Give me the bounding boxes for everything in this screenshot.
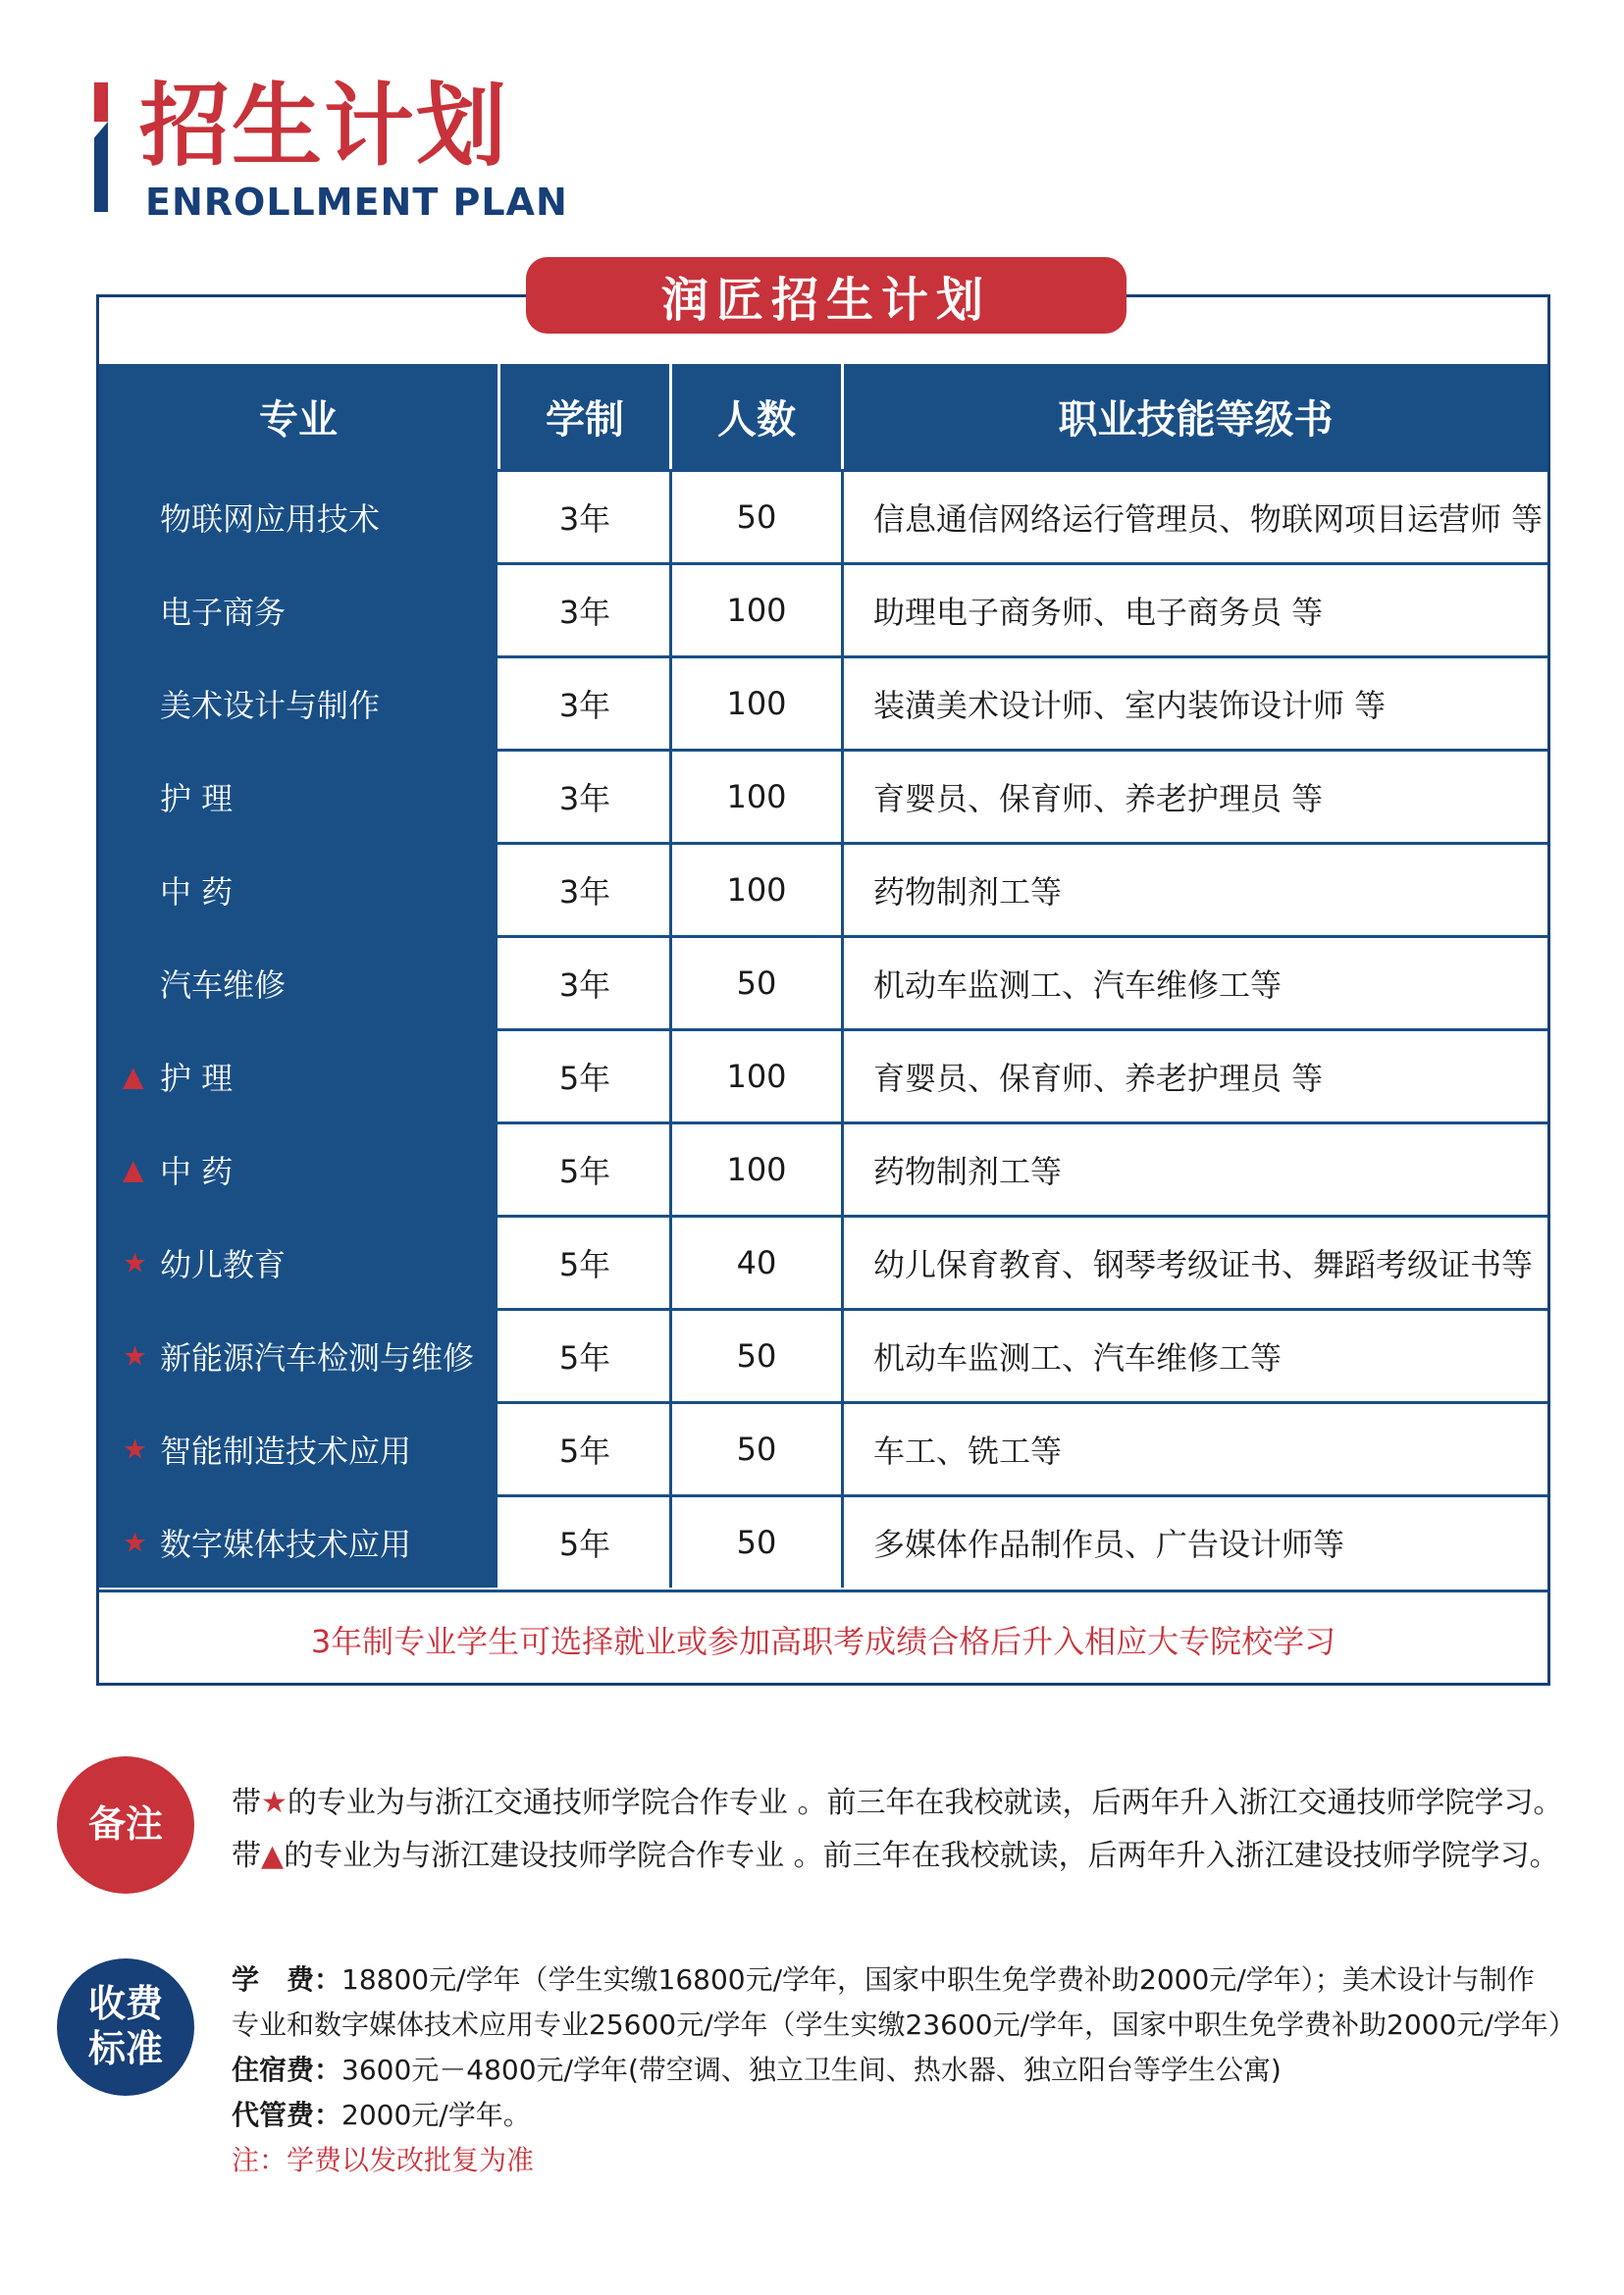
column-header-count: 人数 xyxy=(672,364,844,469)
fees-badge xyxy=(57,1958,194,2096)
years-cell: 3年 xyxy=(500,565,672,655)
major-cell xyxy=(99,1497,500,1588)
count-cell: 40 xyxy=(672,1218,844,1308)
enrollment-table xyxy=(99,364,1547,1588)
tuition-text: 18800元/学年（学生实缴16800元/学年，国家中职生免学费补助2000元/学年）；美术设计与制作 xyxy=(341,1963,1535,1996)
remarks-badge: 备注 xyxy=(57,1756,194,1894)
certificate-cell: 育婴员、保育师、养老护理员 等 xyxy=(873,780,1324,817)
years-cell: 5年 xyxy=(500,1497,672,1588)
count-cell: 50 xyxy=(672,1404,844,1494)
star-icon: ★ xyxy=(123,1433,148,1466)
major-cell xyxy=(99,1404,500,1494)
table-row xyxy=(99,842,1547,935)
major-name: 智能制造技术应用 xyxy=(160,1433,412,1470)
table-title-pill: 润匠招生计划 xyxy=(526,257,1126,334)
certificate-cell: 车工、铣工等 xyxy=(873,1433,1063,1470)
count-cell: 100 xyxy=(672,658,844,749)
major-cell xyxy=(99,1124,500,1215)
star-icon: ★ xyxy=(123,1246,148,1279)
star-icon: ★ xyxy=(123,1526,148,1559)
remark-prefix: 带 xyxy=(232,1786,261,1820)
star-icon: ★ xyxy=(261,1786,288,1820)
major-cell xyxy=(99,938,500,1028)
certificate-cell: 幼儿保育教育、钢琴考级证书、舞蹈考级证书等 xyxy=(873,1246,1534,1283)
certificate-cell: 信息通信网络运行管理员、物联网项目运营师 等 xyxy=(873,500,1544,538)
count-cell: 100 xyxy=(672,565,844,655)
custody-line xyxy=(232,2094,531,2133)
lodging-text: 3600元－4800元/学年(带空调、独立卫生间、热水器、独立阳台等学生公寓) xyxy=(341,2054,1282,2086)
page-title: 招生计划 xyxy=(139,74,509,179)
table-row xyxy=(99,655,1547,749)
count-cell: 50 xyxy=(672,938,844,1028)
column-header-years: 学制 xyxy=(500,364,672,469)
header-accent-blue xyxy=(94,122,108,212)
major-cell xyxy=(99,658,500,749)
count-cell: 50 xyxy=(672,472,844,562)
major-name: 电子商务 xyxy=(160,594,287,631)
certificate-cell: 机动车监测工、汽车维修工等 xyxy=(873,966,1283,1004)
major-name: 幼儿教育 xyxy=(160,1246,287,1283)
count-cell: 100 xyxy=(672,1031,844,1121)
certificate-cell: 药物制剂工等 xyxy=(873,873,1063,911)
table-row xyxy=(99,1121,1547,1215)
fee-note: 注：学费以发改批复为准 xyxy=(232,2144,535,2176)
major-cell xyxy=(99,845,500,935)
count-cell: 100 xyxy=(672,1124,844,1215)
certificate-cell: 助理电子商务师、电子商务员 等 xyxy=(873,594,1324,631)
years-cell: 3年 xyxy=(500,845,672,935)
triangle-remark xyxy=(232,1831,1559,1874)
major-name: 汽车维修 xyxy=(160,966,287,1004)
star-icon: ★ xyxy=(123,1339,148,1373)
page-header xyxy=(94,74,644,224)
tuition-label: 学 费： xyxy=(232,1963,342,1996)
lodging-line xyxy=(232,2049,1282,2088)
years-cell: 3年 xyxy=(500,472,672,562)
major-name: 物联网应用技术 xyxy=(160,500,381,538)
table-row xyxy=(99,1215,1547,1308)
lodging-label: 住宿费： xyxy=(232,2054,342,2086)
fees-badge-line2: 标准 xyxy=(87,2027,163,2070)
star-remark xyxy=(232,1778,1562,1821)
remark-prefix: 带 xyxy=(232,1839,261,1873)
table-row xyxy=(99,469,1547,562)
major-cell xyxy=(99,752,500,842)
table-row xyxy=(99,1308,1547,1401)
triangle-icon: ▲ xyxy=(123,1153,144,1186)
table-row xyxy=(99,1494,1547,1588)
major-name: 新能源汽车检测与维修 xyxy=(160,1339,475,1377)
years-cell: 5年 xyxy=(500,1031,672,1121)
table-row xyxy=(99,1028,1547,1121)
certificate-cell: 多媒体作品制作员、广告设计师等 xyxy=(873,1526,1345,1563)
certificate-cell: 药物制剂工等 xyxy=(873,1153,1063,1190)
table-row xyxy=(99,749,1547,842)
major-cell xyxy=(99,472,500,562)
column-header-certificate: 职业技能等级书 xyxy=(1058,397,1334,443)
table-header-row xyxy=(99,364,1547,469)
custody-text: 2000元/学年。 xyxy=(341,2099,531,2131)
remark-text: 的专业为与浙江交通技师学院合作专业 。前三年在我校就读，后两年升入浙江交通技师学院学习。 xyxy=(287,1786,1563,1820)
years-cell: 5年 xyxy=(500,1218,672,1308)
years-cell: 5年 xyxy=(500,1124,672,1215)
major-name: 中 药 xyxy=(160,1153,234,1190)
years-cell: 3年 xyxy=(500,752,672,842)
major-cell xyxy=(99,1031,500,1121)
header-accent-red xyxy=(94,82,108,122)
certificate-cell: 育婴员、保育师、养老护理员 等 xyxy=(873,1060,1324,1097)
major-name: 中 药 xyxy=(160,873,234,911)
tuition-line xyxy=(232,1958,1535,1998)
table-row xyxy=(99,562,1547,655)
fees-badge-line1: 收费 xyxy=(87,1982,163,2026)
column-header-major: 专业 xyxy=(99,364,500,469)
remark-text: 的专业为与浙江建设技师学院合作专业 。前三年在我校就读，后两年升入浙江建设技师学院学习。 xyxy=(284,1839,1559,1873)
major-cell xyxy=(99,565,500,655)
count-cell: 100 xyxy=(672,752,844,842)
page-subtitle: ENROLLMENT PLAN xyxy=(145,181,568,224)
major-cell xyxy=(99,1311,500,1401)
major-name: 护 理 xyxy=(160,780,234,817)
tuition-line-2: 专业和数字媒体技术应用专业25600元/学年（学生实缴23600元/学年，国家中职生免学费补助2000元/学年） xyxy=(232,2008,1576,2041)
certificate-cell: 装潢美术设计师、室内装饰设计师 等 xyxy=(873,687,1387,724)
years-cell: 5年 xyxy=(500,1311,672,1401)
triangle-icon: ▲ xyxy=(123,1060,144,1093)
count-cell: 50 xyxy=(672,1497,844,1588)
years-cell: 3年 xyxy=(500,658,672,749)
custody-label: 代管费： xyxy=(232,2099,342,2131)
table-row xyxy=(99,935,1547,1028)
count-cell: 50 xyxy=(672,1311,844,1401)
years-cell: 3年 xyxy=(500,938,672,1028)
count-cell: 100 xyxy=(672,845,844,935)
triangle-icon: ▲ xyxy=(261,1839,285,1873)
table-row xyxy=(99,1401,1547,1494)
major-cell xyxy=(99,1218,500,1308)
certificate-cell: 机动车监测工、汽车维修工等 xyxy=(873,1339,1283,1377)
major-name: 数字媒体技术应用 xyxy=(160,1526,412,1563)
table-footnote: 3年制专业学生可选择就业或参加高职考成绩合格后升入相应大专院校学习 xyxy=(99,1590,1547,1686)
major-name: 美术设计与制作 xyxy=(160,687,381,724)
major-name: 护 理 xyxy=(160,1060,234,1097)
years-cell: 5年 xyxy=(500,1404,672,1494)
